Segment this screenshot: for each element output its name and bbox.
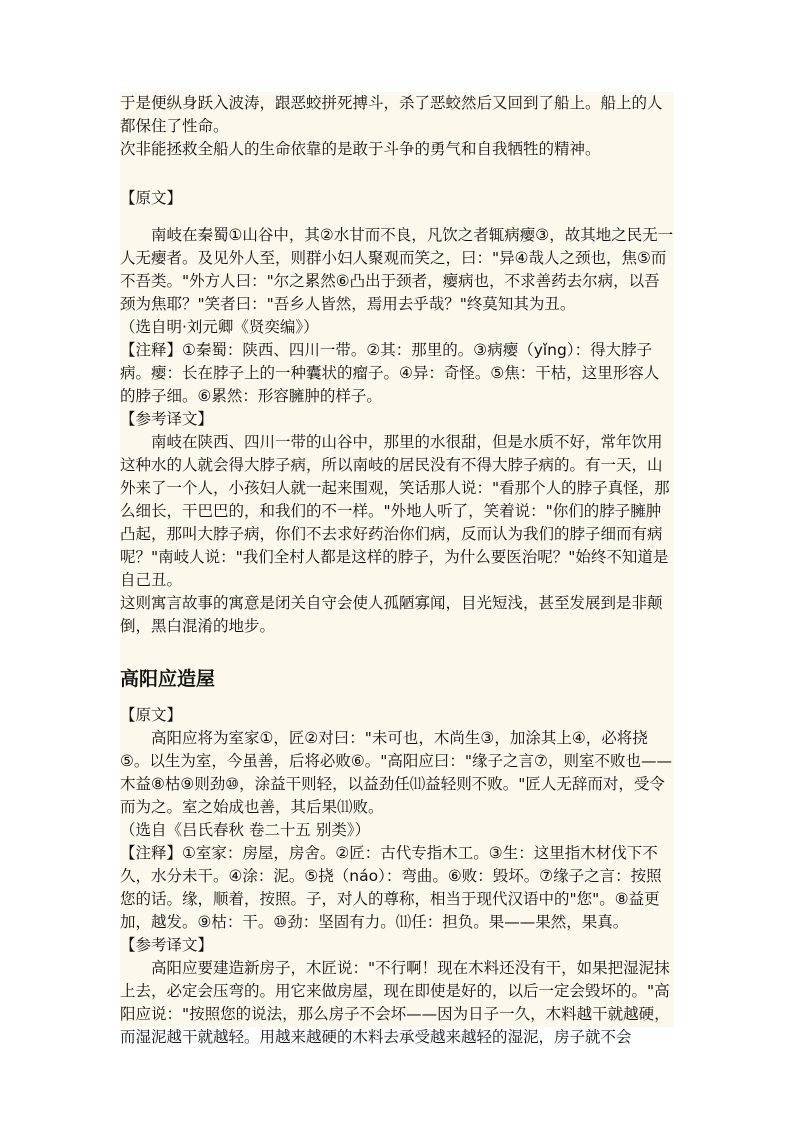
story-end-moral: 次非能拯救全船人的生命依靠的是敢于斗争的勇气和自我牺牲的精神。 <box>120 140 601 158</box>
document-page <box>120 92 674 1046</box>
translation-heading-2: 【参考译文】 <box>120 936 214 954</box>
original-heading-2: 【原文】 <box>120 706 183 724</box>
translation-heading: 【参考译文】 <box>120 410 214 428</box>
translation-text-2: 高阳应要建造新房子，木匠说："不行啊！现在木料还没有干，如果把湿泥抹上去，必定会压弯的。用它来做房屋，现在即使是好的，以后一定会毁坏的。"高阳应说："按照您的说法，那么房子不会坏——因为日子一久，木料越干就越硬，而湿泥越干就越轻。用越来越硬的木料去承受越来越轻的湿泥，房子就不会 <box>120 959 670 1046</box>
section-title: 高阳应造屋 <box>120 668 216 690</box>
original-text: 南岐在秦蜀①山谷中，其②水甘而不良，凡饮之者辄病瘿③，故其地之民无一人无瘿者。及见外人至，则群小妇人聚观而笑之，曰："异④哉人之颈也，焦⑤而不吾类。"外方人曰："尔之累然⑥凸出于颈者，瘿病也，不求善药去尔病，以吾颈为焦耶？"笑者曰："吾乡人皆然，焉用去乎哉？"终莫知其为丑。 <box>120 226 674 313</box>
original-heading: 【原文】 <box>120 189 183 207</box>
source-citation: （选自明·刘元卿《贤奕编》） <box>120 318 319 336</box>
notes-2: 【注释】①室家：房屋，房舍。②匠：古代专指木工。③生：这里指木材伐下不久，水分未干。④涂：泥。⑤挠（náo）：弯曲。⑥败：毁坏。⑦缘子之言：按照您的话。缘，顺着，按照。子，对人的尊称，相当于现代汉语中的"您"。⑧益更加，越发。⑨枯：干。⑩劲：坚固有力。⑾任：担负。果——果然，果真。 <box>120 844 662 931</box>
moral-text: 这则寓言故事的寓意是闭关自守会使人孤陋寡闻，目光短浅，甚至发展到是非颠倒，黑白混淆的地步。 <box>120 594 663 635</box>
document-content <box>120 92 674 1049</box>
story-end-paragraph: 于是便纵身跃入波涛，跟恶蛟拼死搏斗，杀了恶蛟然后又回到了船上。船上的人都保住了性命。 <box>120 94 663 135</box>
original-text-2: 高阳应将为室家①，匠②对曰："未可也，木尚生③，加涂其上④，必将挠⑤。以生为室，今虽善，后将必败⑥。"高阳应曰："缘子之言⑦，则室不败也——木益⑧枯⑨则劲⑩，涂益干则轻，以益劲任⑾益轻则不败。"匠人无辞而对，受令而为之。室之始成也善，其后果⑾败。 <box>120 729 672 816</box>
translation-text: 南岐在陕西、四川一带的山谷中，那里的水很甜，但是水质不好，常年饮用这种水的人就会得大脖子病，所以南岐的居民没有不得大脖子病的。有一天，山外来了一个人，小孩妇人就一起来围观，笑话那人说："看那个人的脖子真怪，那么细长，干巴巴的，和我们的不一样。"外地人听了，笑着说："你们的脖子臃肿凸起，那叫大脖子病，你们不去求好药治你们病，反而认为我们的脖子细而有病呢？"南岐人说："我们全村人都是这样的脖子，为什么要医治呢？"始终不知道是自己丑。 <box>120 433 670 589</box>
notes: 【注释】①秦蜀：陕西、四川一带。②其：那里的。③病瘿（yǐng）：得大脖子病。瘿：长在脖子上的一种囊状的瘤子。④异：奇怪。⑤焦：干枯，这里形容人的脖子细。⑥累然：形容臃肿的样子。 <box>120 341 660 405</box>
source-citation-2: （选自《吕氏春秋 卷二十五 别类》） <box>120 821 371 839</box>
